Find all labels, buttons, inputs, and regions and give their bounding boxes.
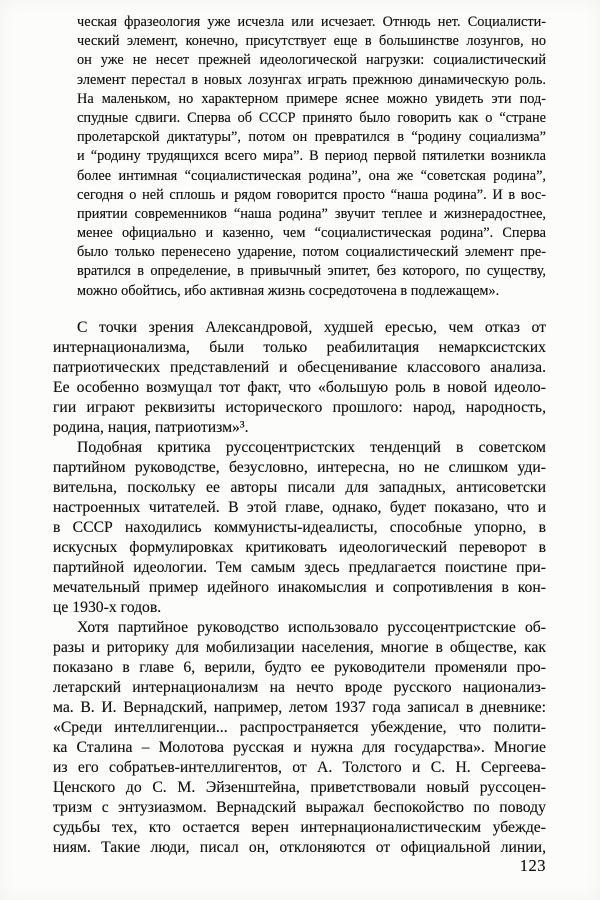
text-line: патриотических представлений и обесценивание классового анализа. bbox=[53, 358, 546, 376]
text-line: менее официально и казенно, чем “социалистическая родина”. Сперва bbox=[77, 225, 546, 242]
text-line: родина, нация, патриотизм»³. bbox=[53, 418, 249, 436]
text-line: и “родину трудящихся всего мира”. В период первой пятилетки возникла bbox=[77, 148, 546, 165]
paragraph bbox=[53, 618, 546, 858]
text-line: сегодня о ней сплошь и рядом говорится просто “наша родина”. И в вос- bbox=[77, 186, 546, 203]
text-line: гии играют реквизиты исторического прошлого: народ, народность, bbox=[53, 398, 546, 416]
text-line: можно обойтись, ибо активная жизнь сосредоточена в подлежащем». bbox=[77, 282, 500, 299]
text-line: С точки зрения Александровой, худшей ересью, чем отказ от bbox=[77, 318, 546, 336]
text-line: вительна, поскольку ее авторы писали для западных, антисоветски bbox=[53, 478, 546, 496]
text-line: приятии современников “наша родина” звучит теплее и жизнерадостнее, bbox=[77, 205, 546, 222]
page-number: 123 bbox=[519, 856, 546, 875]
text-line: тризм с энтузиазмом. Вернадский выражал беспокойство по поводу bbox=[53, 798, 546, 816]
text-line: спудные сдвиги. Сперва об СССР принято было говорить как о “стране bbox=[77, 109, 546, 126]
paragraph bbox=[53, 318, 546, 438]
text-line: пролетарской диктатуры”, потом он превратился в “родину социализма” bbox=[77, 129, 546, 146]
text-line: ка Сталина – Молотова русская и нужна для государства». Многие bbox=[53, 738, 546, 756]
text-line: вратился в определение, в привычный эпитет, без которого, по существу, bbox=[77, 263, 546, 280]
text-line: На маленьком, но характерном примере яснее можно увидеть эти под- bbox=[77, 90, 546, 107]
text-line: мечательный пример идейного инакомыслия и сопротивления в кон- bbox=[53, 578, 546, 596]
text-line: летарский интернационализм на нечто вроде русского национализ- bbox=[53, 678, 546, 696]
text-line: Ее особенно возмущал тот факт, что «большую роль в новой идеоло- bbox=[53, 378, 546, 396]
text-line: показано в главе 6, верили, будто ее руководители променяли про- bbox=[53, 658, 546, 676]
text-line: судьбы тех, кто остается верен интернационалистическим убежде- bbox=[53, 818, 546, 836]
text-line: Хотя партийное руководство использовало руссоцентристские об- bbox=[77, 618, 546, 636]
text-line: он уже не несет прежней идеологической нагрузки: социалистический bbox=[77, 52, 546, 69]
text-line: ма. В. И. Вернадский, например, летом 1937 года записал в дневнике: bbox=[53, 698, 546, 716]
page-text-column bbox=[53, 13, 546, 858]
text-line: Подобная критика руссоцентристских тенденций в советском bbox=[77, 438, 546, 456]
text-line: партийной идеологии. Тем самым здесь предлагается поистине при- bbox=[53, 558, 546, 576]
text-line: более интимная “социалистическая родина”, она же “советская родина”, bbox=[77, 167, 546, 184]
text-line: в СССР находились коммунисты-идеалисты, способные упорно, в bbox=[53, 518, 546, 536]
blockquote bbox=[77, 13, 546, 301]
text-line: ческая фразеология уже исчезла или исчезает. Отнюдь нет. Социалисти- bbox=[77, 14, 546, 30]
text-line: партийном руководстве, безусловно, интересна, но не слишком уди- bbox=[53, 458, 546, 476]
text-line: было только перенесено ударение, потом социалистический элемент пре- bbox=[77, 244, 546, 261]
text-line: интернационализма, были только реабилитация немарксистских bbox=[53, 338, 546, 356]
text-line: из его собратьев-интеллигентов, от А. Толстого и С. Н. Сергеева- bbox=[53, 758, 546, 776]
text-line: ческий элемент, конечно, присутствует еще в большинстве лозунгов, но bbox=[77, 33, 546, 50]
text-line: настроенных читателей. В этой главе, однако, будет показано, что и bbox=[53, 498, 546, 516]
text-line: Ценского до С. М. Эйзенштейна, приветствовали новый руссоцен- bbox=[53, 778, 546, 796]
text-line: ниям. Такие люди, писал он, отклоняются от официальной линии, bbox=[53, 838, 546, 856]
text-line: искусных формулировках критиковать идеологический переворот в bbox=[53, 538, 546, 556]
text-line: «Среди интеллигенции... распространяется убеждение, что полити- bbox=[53, 718, 546, 736]
paragraph bbox=[53, 438, 546, 618]
text-line: разы и риторику для мобилизации населения, многие в обществе, как bbox=[53, 638, 546, 656]
text-line: це 1930-х годов. bbox=[53, 598, 162, 616]
text-line: элемент перестал в новых лозунгах играть прежнюю динамическую роль. bbox=[77, 71, 546, 88]
